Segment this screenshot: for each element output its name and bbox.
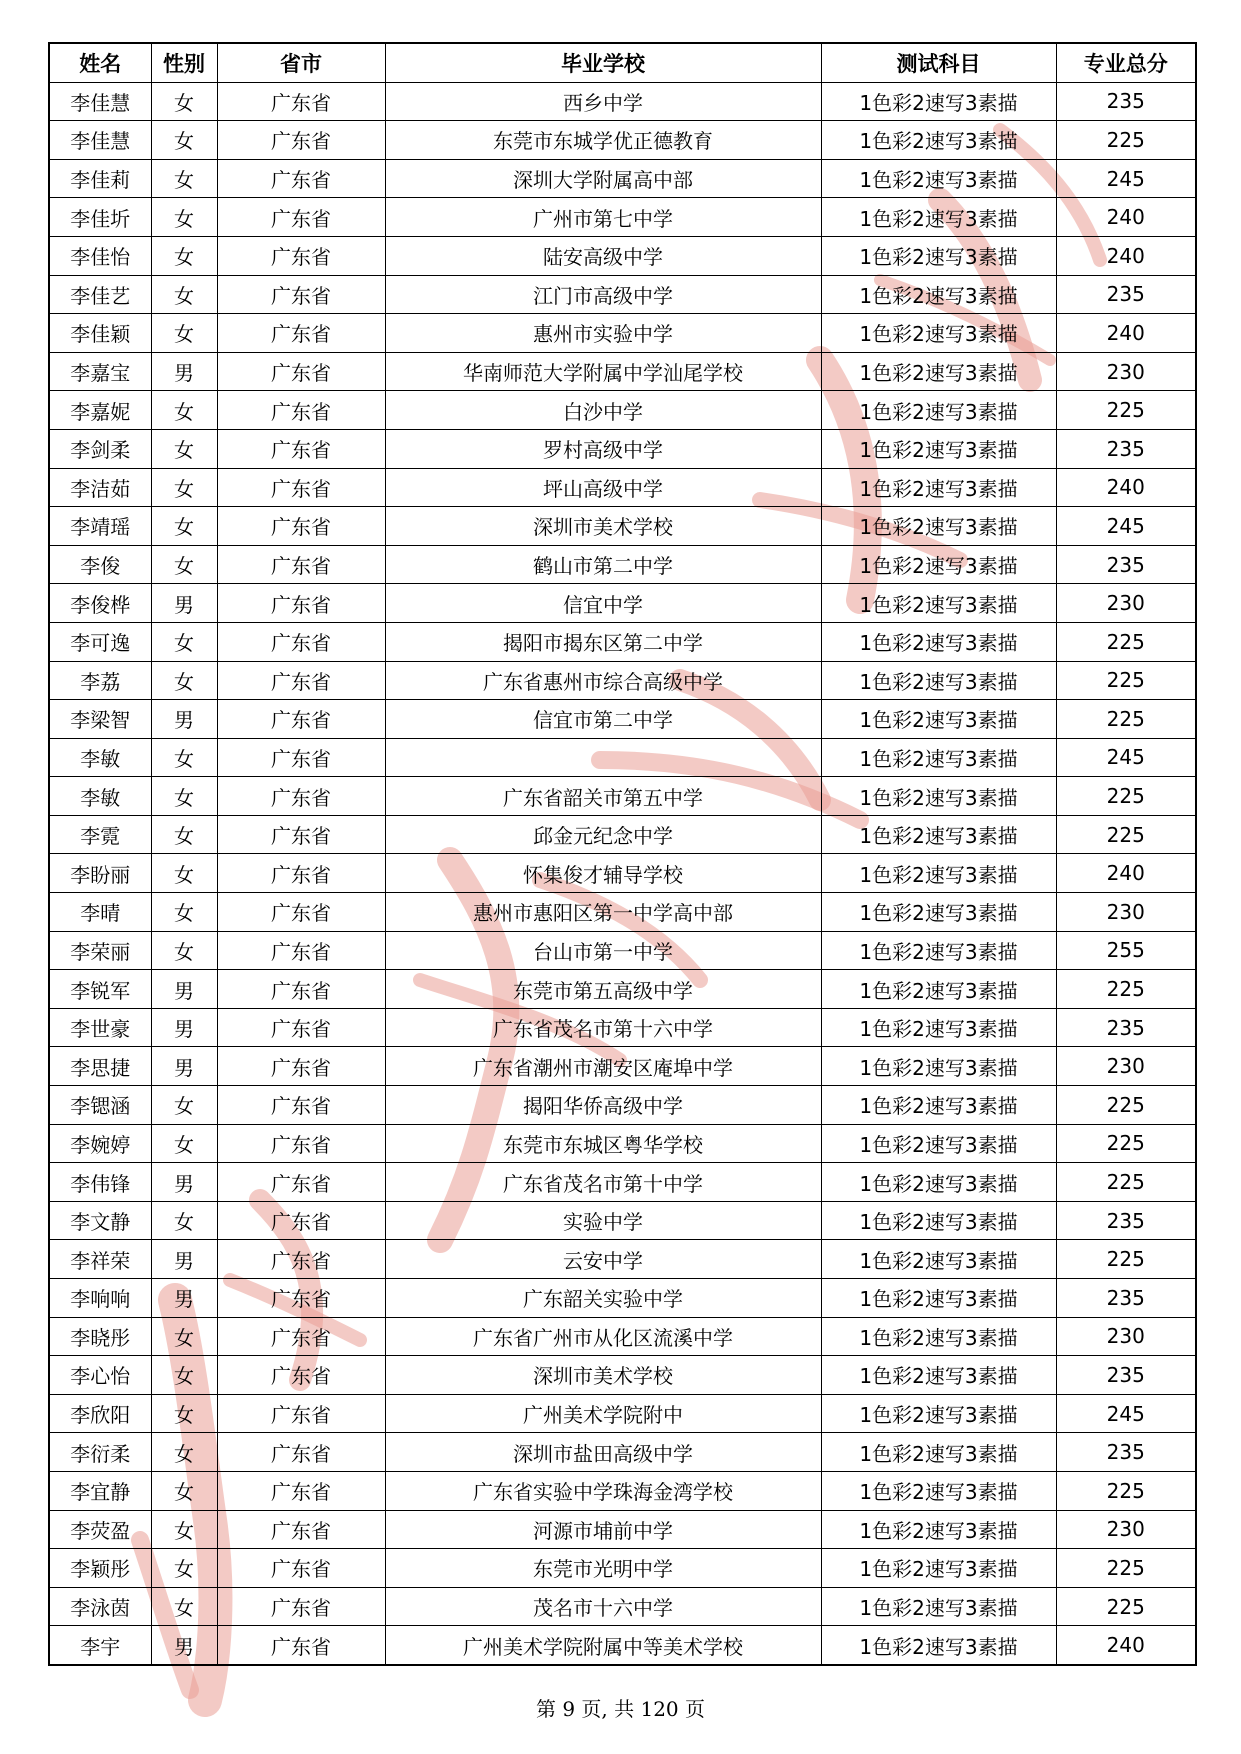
cell-province: 广东省 (217, 468, 385, 507)
cell-gender: 女 (151, 121, 217, 160)
cell-school: 信宜市第二中学 (385, 700, 821, 739)
cell-province: 广东省 (217, 854, 385, 893)
cell-subjects: 1色彩2速写3素描 (821, 815, 1056, 854)
cell-gender: 男 (151, 1279, 217, 1318)
cell-name: 李俊 (49, 545, 151, 584)
cell-gender: 女 (151, 1317, 217, 1356)
cell-total-score: 235 (1056, 1008, 1196, 1047)
cell-school: 茂名市十六中学 (385, 1587, 821, 1626)
cell-subjects: 1色彩2速写3素描 (821, 1008, 1056, 1047)
cell-school: 广州美术学院附中 (385, 1394, 821, 1433)
cell-school (385, 738, 821, 777)
cell-province: 广东省 (217, 622, 385, 661)
cell-province: 广东省 (217, 352, 385, 391)
table-row (49, 661, 1196, 700)
cell-total-score: 225 (1056, 391, 1196, 430)
cell-name: 李宇 (49, 1626, 151, 1665)
cell-subjects: 1色彩2速写3素描 (821, 854, 1056, 893)
cell-school: 广东省实验中学珠海金湾学校 (385, 1471, 821, 1510)
cell-province: 广东省 (217, 236, 385, 275)
cell-total-score: 240 (1056, 1626, 1196, 1665)
table-row (49, 314, 1196, 353)
cell-name: 李荣丽 (49, 931, 151, 970)
cell-subjects: 1色彩2速写3素描 (821, 314, 1056, 353)
cell-school: 东莞市东城区粤华学校 (385, 1124, 821, 1163)
cell-gender: 女 (151, 1587, 217, 1626)
cell-total-score: 225 (1056, 661, 1196, 700)
cell-province: 广东省 (217, 1587, 385, 1626)
cell-province: 广东省 (217, 1279, 385, 1318)
cell-total-score: 225 (1056, 1086, 1196, 1125)
cell-total-score: 225 (1056, 622, 1196, 661)
cell-gender: 女 (151, 507, 217, 546)
cell-gender: 女 (151, 1394, 217, 1433)
table-row (49, 1471, 1196, 1510)
cell-total-score: 225 (1056, 1587, 1196, 1626)
cell-province: 广东省 (217, 1163, 385, 1202)
cell-subjects: 1色彩2速写3素描 (821, 275, 1056, 314)
cell-gender: 女 (151, 1471, 217, 1510)
cell-name: 李思捷 (49, 1047, 151, 1086)
cell-name: 李婉婷 (49, 1124, 151, 1163)
cell-school: 深圳大学附属高中部 (385, 159, 821, 198)
cell-total-score: 235 (1056, 275, 1196, 314)
table-row (49, 738, 1196, 777)
cell-school: 揭阳华侨高级中学 (385, 1086, 821, 1125)
cell-gender: 女 (151, 815, 217, 854)
cell-province: 广东省 (217, 1510, 385, 1549)
cell-subjects: 1色彩2速写3素描 (821, 970, 1056, 1009)
cell-total-score: 240 (1056, 468, 1196, 507)
cell-name: 李响响 (49, 1279, 151, 1318)
cell-total-score: 245 (1056, 507, 1196, 546)
cell-province: 广东省 (217, 275, 385, 314)
cell-name: 李佳艺 (49, 275, 151, 314)
cell-name: 李盼丽 (49, 854, 151, 893)
cell-total-score: 225 (1056, 970, 1196, 1009)
header-school: 毕业学校 (385, 43, 821, 82)
cell-province: 广东省 (217, 777, 385, 816)
table-row (49, 121, 1196, 160)
cell-gender: 女 (151, 931, 217, 970)
cell-subjects: 1色彩2速写3素描 (821, 507, 1056, 546)
cell-school: 惠州市实验中学 (385, 314, 821, 353)
cell-name: 李泳茵 (49, 1587, 151, 1626)
cell-province: 广东省 (217, 931, 385, 970)
cell-subjects: 1色彩2速写3素描 (821, 777, 1056, 816)
cell-subjects: 1色彩2速写3素描 (821, 1279, 1056, 1318)
cell-province: 广东省 (217, 314, 385, 353)
cell-name: 李祥荣 (49, 1240, 151, 1279)
page-number: 第 9 页, 共 120 页 (535, 1697, 706, 1721)
cell-total-score: 225 (1056, 1124, 1196, 1163)
cell-name: 李晴 (49, 893, 151, 932)
cell-province: 广东省 (217, 700, 385, 739)
cell-name: 李佳慧 (49, 82, 151, 121)
cell-name: 李锐军 (49, 970, 151, 1009)
cell-school: 华南师范大学附属中学汕尾学校 (385, 352, 821, 391)
table-row (49, 1240, 1196, 1279)
cell-total-score: 245 (1056, 738, 1196, 777)
cell-total-score: 240 (1056, 198, 1196, 237)
cell-name: 李靖瑶 (49, 507, 151, 546)
cell-gender: 女 (151, 622, 217, 661)
cell-province: 广东省 (217, 159, 385, 198)
cell-school: 台山市第一中学 (385, 931, 821, 970)
cell-name: 李敏 (49, 738, 151, 777)
cell-province: 广东省 (217, 429, 385, 468)
cell-name: 李荔 (49, 661, 151, 700)
cell-province: 广东省 (217, 738, 385, 777)
cell-province: 广东省 (217, 1471, 385, 1510)
cell-subjects: 1色彩2速写3素描 (821, 1356, 1056, 1395)
cell-gender: 男 (151, 970, 217, 1009)
cell-subjects: 1色彩2速写3素描 (821, 352, 1056, 391)
cell-gender: 女 (151, 82, 217, 121)
cell-subjects: 1色彩2速写3素描 (821, 1201, 1056, 1240)
cell-province: 广东省 (217, 1433, 385, 1472)
cell-subjects: 1色彩2速写3素描 (821, 1240, 1056, 1279)
cell-province: 广东省 (217, 661, 385, 700)
table-row (49, 236, 1196, 275)
cell-total-score: 225 (1056, 1471, 1196, 1510)
cell-total-score: 255 (1056, 931, 1196, 970)
table-row (49, 1201, 1196, 1240)
cell-gender: 女 (151, 1549, 217, 1588)
cell-gender: 女 (151, 391, 217, 430)
cell-subjects: 1色彩2速写3素描 (821, 198, 1056, 237)
table-row (49, 1163, 1196, 1202)
table-row (49, 1394, 1196, 1433)
cell-subjects: 1色彩2速写3素描 (821, 121, 1056, 160)
cell-school: 云安中学 (385, 1240, 821, 1279)
cell-gender: 女 (151, 236, 217, 275)
cell-total-score: 235 (1056, 82, 1196, 121)
cell-school: 邱金元纪念中学 (385, 815, 821, 854)
table-row (49, 391, 1196, 430)
cell-subjects: 1色彩2速写3素描 (821, 429, 1056, 468)
enrollment-score-table (48, 42, 1197, 1666)
cell-total-score: 235 (1056, 545, 1196, 584)
cell-total-score: 240 (1056, 854, 1196, 893)
cell-total-score: 230 (1056, 1047, 1196, 1086)
cell-subjects: 1色彩2速写3素描 (821, 1510, 1056, 1549)
cell-school: 深圳市盐田高级中学 (385, 1433, 821, 1472)
cell-name: 李佳莉 (49, 159, 151, 198)
table-row (49, 1549, 1196, 1588)
table-row (49, 198, 1196, 237)
cell-total-score: 235 (1056, 1433, 1196, 1472)
cell-gender: 女 (151, 1124, 217, 1163)
cell-province: 广东省 (217, 1008, 385, 1047)
table-row (49, 970, 1196, 1009)
cell-subjects: 1色彩2速写3素描 (821, 236, 1056, 275)
cell-name: 李伟锋 (49, 1163, 151, 1202)
cell-subjects: 1色彩2速写3素描 (821, 1626, 1056, 1665)
cell-gender: 男 (151, 1008, 217, 1047)
cell-school: 惠州市惠阳区第一中学高中部 (385, 893, 821, 932)
cell-school: 罗村高级中学 (385, 429, 821, 468)
cell-total-score: 225 (1056, 1549, 1196, 1588)
cell-subjects: 1色彩2速写3素描 (821, 468, 1056, 507)
cell-school: 坪山高级中学 (385, 468, 821, 507)
cell-total-score: 230 (1056, 893, 1196, 932)
cell-province: 广东省 (217, 1047, 385, 1086)
cell-subjects: 1色彩2速写3素描 (821, 1317, 1056, 1356)
cell-subjects: 1色彩2速写3素描 (821, 1394, 1056, 1433)
cell-name: 李佳慧 (49, 121, 151, 160)
cell-province: 广东省 (217, 893, 385, 932)
table-row (49, 507, 1196, 546)
cell-gender: 女 (151, 545, 217, 584)
cell-gender: 男 (151, 700, 217, 739)
cell-name: 李衍柔 (49, 1433, 151, 1472)
cell-school: 信宜中学 (385, 584, 821, 623)
table-row (49, 931, 1196, 970)
cell-total-score: 235 (1056, 1201, 1196, 1240)
cell-name: 李佳颖 (49, 314, 151, 353)
table-row (49, 815, 1196, 854)
cell-gender: 男 (151, 1047, 217, 1086)
cell-subjects: 1色彩2速写3素描 (821, 82, 1056, 121)
cell-subjects: 1色彩2速写3素描 (821, 159, 1056, 198)
cell-school: 广东省茂名市第十中学 (385, 1163, 821, 1202)
cell-school: 江门市高级中学 (385, 275, 821, 314)
cell-subjects: 1色彩2速写3素描 (821, 700, 1056, 739)
cell-gender: 女 (151, 275, 217, 314)
cell-total-score: 230 (1056, 352, 1196, 391)
cell-total-score: 225 (1056, 700, 1196, 739)
cell-school: 东莞市第五高级中学 (385, 970, 821, 1009)
cell-name: 李剑柔 (49, 429, 151, 468)
cell-school: 白沙中学 (385, 391, 821, 430)
cell-name: 李心怡 (49, 1356, 151, 1395)
cell-school: 怀集俊才辅导学校 (385, 854, 821, 893)
cell-gender: 男 (151, 1240, 217, 1279)
cell-name: 李世豪 (49, 1008, 151, 1047)
cell-province: 广东省 (217, 507, 385, 546)
cell-subjects: 1色彩2速写3素描 (821, 1086, 1056, 1125)
cell-total-score: 225 (1056, 1163, 1196, 1202)
cell-subjects: 1色彩2速写3素描 (821, 1587, 1056, 1626)
cell-school: 陆安高级中学 (385, 236, 821, 275)
cell-school: 广州美术学院附属中等美术学校 (385, 1626, 821, 1665)
cell-province: 广东省 (217, 1626, 385, 1665)
cell-total-score: 230 (1056, 584, 1196, 623)
cell-province: 广东省 (217, 1549, 385, 1588)
cell-subjects: 1色彩2速写3素描 (821, 661, 1056, 700)
cell-name: 李佳怡 (49, 236, 151, 275)
cell-school: 东莞市光明中学 (385, 1549, 821, 1588)
cell-name: 李锶涵 (49, 1086, 151, 1125)
cell-gender: 女 (151, 1356, 217, 1395)
cell-gender: 男 (151, 352, 217, 391)
cell-subjects: 1色彩2速写3素描 (821, 1549, 1056, 1588)
cell-total-score: 245 (1056, 159, 1196, 198)
cell-gender: 女 (151, 738, 217, 777)
cell-province: 广东省 (217, 1240, 385, 1279)
cell-subjects: 1色彩2速写3素描 (821, 1433, 1056, 1472)
cell-province: 广东省 (217, 1201, 385, 1240)
cell-gender: 女 (151, 1086, 217, 1125)
table-row (49, 893, 1196, 932)
header-province: 省市 (217, 43, 385, 82)
cell-school: 广东韶关实验中学 (385, 1279, 821, 1318)
cell-name: 李嘉妮 (49, 391, 151, 430)
cell-subjects: 1色彩2速写3素描 (821, 622, 1056, 661)
cell-gender: 女 (151, 198, 217, 237)
table-header-row (49, 43, 1196, 82)
cell-total-score: 225 (1056, 777, 1196, 816)
cell-subjects: 1色彩2速写3素描 (821, 1124, 1056, 1163)
table-row (49, 1356, 1196, 1395)
cell-gender: 女 (151, 1201, 217, 1240)
table-row (49, 429, 1196, 468)
table-row (49, 1279, 1196, 1318)
cell-total-score: 225 (1056, 121, 1196, 160)
cell-province: 广东省 (217, 1394, 385, 1433)
cell-name: 李嘉宝 (49, 352, 151, 391)
cell-name: 李可逸 (49, 622, 151, 661)
cell-gender: 女 (151, 893, 217, 932)
cell-school: 西乡中学 (385, 82, 821, 121)
cell-gender: 女 (151, 159, 217, 198)
header-gender: 性别 (151, 43, 217, 82)
cell-subjects: 1色彩2速写3素描 (821, 893, 1056, 932)
cell-province: 广东省 (217, 1356, 385, 1395)
cell-name: 李佳圻 (49, 198, 151, 237)
table-row (49, 1047, 1196, 1086)
cell-province: 广东省 (217, 391, 385, 430)
cell-total-score: 235 (1056, 1356, 1196, 1395)
cell-province: 广东省 (217, 545, 385, 584)
cell-subjects: 1色彩2速写3素描 (821, 1163, 1056, 1202)
cell-province: 广东省 (217, 815, 385, 854)
table-body (49, 82, 1196, 1665)
cell-school: 深圳市美术学校 (385, 507, 821, 546)
table-row (49, 1086, 1196, 1125)
table-row (49, 159, 1196, 198)
table-row (49, 468, 1196, 507)
cell-province: 广东省 (217, 1124, 385, 1163)
cell-total-score: 230 (1056, 1317, 1196, 1356)
cell-total-score: 235 (1056, 1279, 1196, 1318)
table-row (49, 1433, 1196, 1472)
cell-school: 鹤山市第二中学 (385, 545, 821, 584)
cell-name: 李梁智 (49, 700, 151, 739)
cell-total-score: 240 (1056, 314, 1196, 353)
cell-school: 东莞市东城学优正德教育 (385, 121, 821, 160)
cell-school: 广东省茂名市第十六中学 (385, 1008, 821, 1047)
cell-total-score: 235 (1056, 429, 1196, 468)
cell-province: 广东省 (217, 121, 385, 160)
cell-subjects: 1色彩2速写3素描 (821, 584, 1056, 623)
table-row (49, 622, 1196, 661)
table-row (49, 1008, 1196, 1047)
cell-gender: 女 (151, 1433, 217, 1472)
cell-name: 李宜静 (49, 1471, 151, 1510)
table-row (49, 854, 1196, 893)
cell-total-score: 240 (1056, 236, 1196, 275)
cell-province: 广东省 (217, 970, 385, 1009)
cell-name: 李洁茹 (49, 468, 151, 507)
table-row (49, 584, 1196, 623)
cell-name: 李霓 (49, 815, 151, 854)
cell-school: 广东省潮州市潮安区庵埠中学 (385, 1047, 821, 1086)
cell-school: 广州市第七中学 (385, 198, 821, 237)
cell-subjects: 1色彩2速写3素描 (821, 931, 1056, 970)
header-total-score: 专业总分 (1056, 43, 1196, 82)
table-row (49, 1124, 1196, 1163)
table-row (49, 1317, 1196, 1356)
header-name: 姓名 (49, 43, 151, 82)
cell-gender: 男 (151, 584, 217, 623)
cell-province: 广东省 (217, 1086, 385, 1125)
cell-gender: 女 (151, 314, 217, 353)
table-row (49, 82, 1196, 121)
table-row (49, 1510, 1196, 1549)
cell-school: 河源市埔前中学 (385, 1510, 821, 1549)
cell-gender: 女 (151, 468, 217, 507)
cell-total-score: 230 (1056, 1510, 1196, 1549)
cell-total-score: 225 (1056, 815, 1196, 854)
cell-school: 实验中学 (385, 1201, 821, 1240)
cell-name: 李荧盈 (49, 1510, 151, 1549)
cell-name: 李敏 (49, 777, 151, 816)
cell-province: 广东省 (217, 82, 385, 121)
cell-name: 李晓彤 (49, 1317, 151, 1356)
cell-school: 深圳市美术学校 (385, 1356, 821, 1395)
cell-gender: 男 (151, 1163, 217, 1202)
cell-school: 广东省惠州市综合高级中学 (385, 661, 821, 700)
header-subjects: 测试科目 (821, 43, 1056, 82)
cell-subjects: 1色彩2速写3素描 (821, 738, 1056, 777)
cell-subjects: 1色彩2速写3素描 (821, 391, 1056, 430)
cell-gender: 女 (151, 661, 217, 700)
cell-gender: 女 (151, 777, 217, 816)
cell-subjects: 1色彩2速写3素描 (821, 1047, 1056, 1086)
table-row (49, 352, 1196, 391)
table-row (49, 777, 1196, 816)
table-row (49, 1587, 1196, 1626)
cell-province: 广东省 (217, 584, 385, 623)
cell-subjects: 1色彩2速写3素描 (821, 545, 1056, 584)
cell-gender: 女 (151, 429, 217, 468)
cell-school: 广东省韶关市第五中学 (385, 777, 821, 816)
table-row (49, 545, 1196, 584)
cell-total-score: 245 (1056, 1394, 1196, 1433)
cell-subjects: 1色彩2速写3素描 (821, 1471, 1056, 1510)
cell-school: 广东省广州市从化区流溪中学 (385, 1317, 821, 1356)
table-row (49, 700, 1196, 739)
cell-name: 李俊桦 (49, 584, 151, 623)
cell-gender: 男 (151, 1626, 217, 1665)
cell-gender: 女 (151, 854, 217, 893)
cell-province: 广东省 (217, 1317, 385, 1356)
cell-name: 李文静 (49, 1201, 151, 1240)
cell-gender: 女 (151, 1510, 217, 1549)
cell-name: 李欣阳 (49, 1394, 151, 1433)
cell-total-score: 225 (1056, 1240, 1196, 1279)
table-row (49, 275, 1196, 314)
cell-province: 广东省 (217, 198, 385, 237)
table-row (49, 1626, 1196, 1665)
cell-school: 揭阳市揭东区第二中学 (385, 622, 821, 661)
cell-name: 李颖彤 (49, 1549, 151, 1588)
